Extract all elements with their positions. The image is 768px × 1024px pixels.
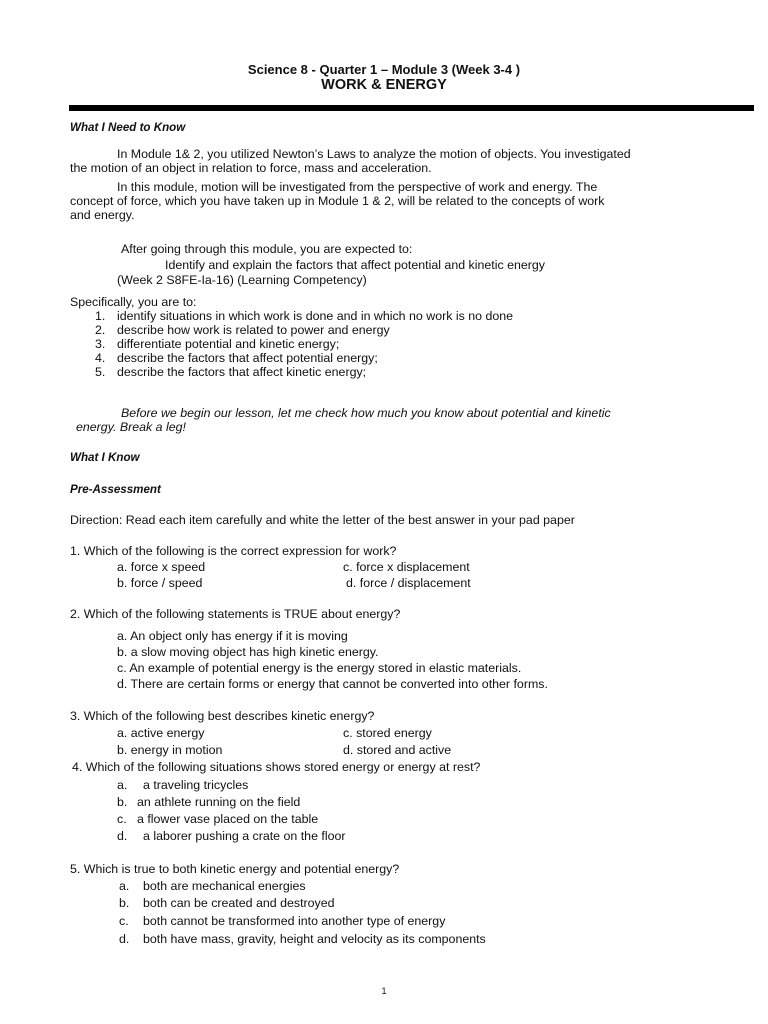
module-title: Science 8 - Quarter 1 – Module 3 (Week 3-4 )	[247, 62, 521, 77]
direction-text: Direction: Read each item carefully and white the letter of the best answer in your pad paper	[70, 513, 575, 527]
paragraph-line: the motion of an object in relation to force, mass and acceleration.	[70, 161, 432, 175]
answer-option: a. An object only has energy if it is moving	[117, 629, 348, 643]
answer-option: both cannot be transformed into another type of energy	[143, 914, 446, 928]
answer-option: b. a slow moving object has high kinetic energy.	[117, 645, 379, 659]
answer-option: a. active energy	[117, 726, 205, 740]
paragraph-line: concept of force, which you have taken up in Module 1 & 2, will be related to the concepts of work	[70, 194, 605, 208]
option-letter: c.	[119, 914, 129, 928]
answer-option: b. energy in motion	[117, 743, 223, 757]
list-item: describe the factors that affect potential energy;	[117, 351, 378, 365]
list-item-number: 5.	[95, 365, 106, 379]
question-stem: 4. Which of the following situations shows stored energy or energy at rest?	[72, 760, 481, 774]
list-item: identify situations in which work is done and in which no work is no done	[117, 309, 514, 323]
page-number: 1	[381, 986, 387, 996]
answer-option: d. force / displacement	[346, 576, 471, 590]
expectation-intro: After going through this module, you are expected to:	[121, 242, 413, 256]
answer-option: d. stored and active	[343, 743, 452, 757]
question-stem: 3. Which of the following best describes kinetic energy?	[70, 709, 375, 723]
answer-option: c. force x displacement	[343, 560, 470, 574]
answer-option: both can be created and destroyed	[143, 896, 335, 910]
answer-option: both are mechanical energies	[143, 879, 306, 893]
list-item: describe how work is related to power and energy	[117, 323, 390, 337]
answer-option: b. force / speed	[117, 576, 203, 590]
question-stem: 1. Which of the following is the correct expression for work?	[70, 544, 397, 558]
learning-competency: Identify and explain the factors that affect potential and kinetic energy	[165, 258, 545, 272]
answer-option: a traveling tricycles	[143, 778, 249, 792]
list-item-number: 2.	[95, 323, 106, 337]
answer-option: a. force x speed	[117, 560, 206, 574]
header-rule	[69, 105, 754, 111]
section-heading-what-i-know: What I Know	[70, 451, 140, 464]
option-letter: a.	[119, 879, 130, 893]
answer-option: c. An example of potential energy is the energy stored in elastic materials.	[117, 661, 522, 675]
list-item-number: 3.	[95, 337, 106, 351]
encouragement-line: Before we begin our lesson, let me check how much you know about potential and kinetic	[121, 406, 611, 420]
section-heading-need-to-know: What I Need to Know	[70, 121, 186, 134]
objectives-intro: Specifically, you are to:	[70, 295, 197, 309]
list-item-number: 1.	[95, 309, 106, 323]
encouragement-line: energy. Break a leg!	[76, 420, 186, 434]
option-letter: a.	[117, 778, 128, 792]
option-letter: d.	[117, 829, 128, 843]
section-subheading-pre-assessment: Pre-Assessment	[70, 483, 161, 496]
answer-option: an athlete running on the field	[137, 795, 301, 809]
paragraph-line: and energy.	[70, 208, 135, 222]
list-item: describe the factors that affect kinetic energy;	[117, 365, 367, 379]
paragraph-line: In this module, motion will be investigated from the perspective of work and energy. The	[117, 180, 598, 194]
question-stem: 2. Which of the following statements is TRUE about energy?	[70, 607, 401, 621]
answer-option: d. There are certain forms or energy that cannot be converted into other forms.	[117, 677, 548, 691]
option-letter: c.	[117, 812, 127, 826]
list-item-number: 4.	[95, 351, 106, 365]
answer-option: a laborer pushing a crate on the floor	[143, 829, 346, 843]
answer-option: a flower vase placed on the table	[137, 812, 319, 826]
option-letter: b.	[117, 795, 128, 809]
paragraph-line: In Module 1& 2, you utilized Newton’s Laws to analyze the motion of objects. You investigated	[117, 147, 631, 161]
answer-option: c. stored energy	[343, 726, 432, 740]
question-stem: 5. Which is true to both kinetic energy and potential energy?	[70, 862, 400, 876]
learning-competency-code: (Week 2 S8FE-Ia-16) (Learning Competency)	[117, 273, 367, 287]
page-title: WORK & ENERGY	[321, 77, 447, 93]
answer-option: both have mass, gravity, height and velocity as its components	[143, 932, 486, 946]
option-letter: b.	[119, 896, 130, 910]
list-item: differentiate potential and kinetic energy;	[117, 337, 340, 351]
option-letter: d.	[119, 932, 130, 946]
